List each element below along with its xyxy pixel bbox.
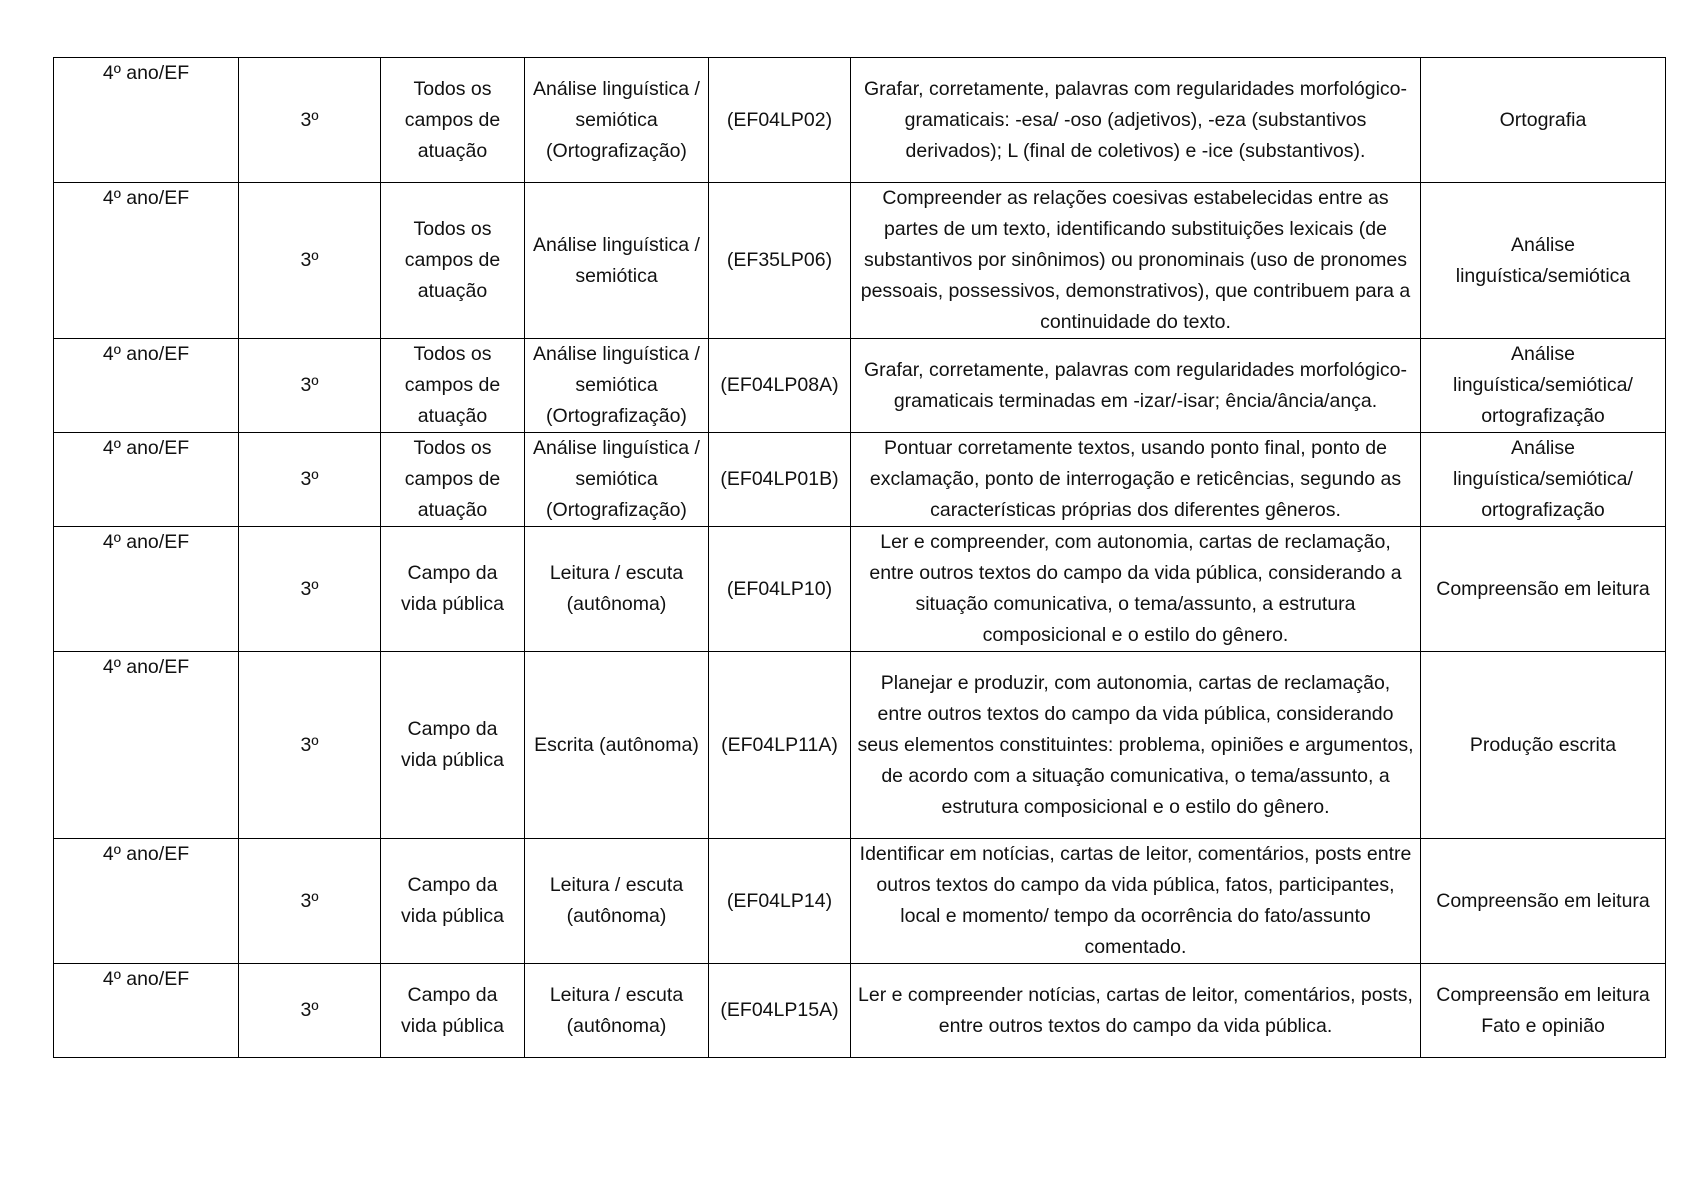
year-cell: 4º ano/EF — [54, 964, 239, 1058]
field-cell: Campo da vida pública — [381, 527, 525, 652]
skill-cell: Grafar, corretamente, palavras com regularidades morfológico-gramaticais terminadas em -izar/-isar; ência/ância/ança. — [851, 339, 1421, 433]
field-cell: Todos os campos de atuação — [381, 433, 525, 527]
skill-cell: Planejar e produzir, com autonomia, cartas de reclamação, entre outros textos do campo da vida pública, considerando seus elementos constituintes: problema, opiniões e argumentos, de acordo com a situação comunicativa, o tema/assunto, a estrutura composicional e o estilo do gênero. — [851, 652, 1421, 839]
code-cell: (EF04LP11A) — [709, 652, 851, 839]
code-cell: (EF04LP02) — [709, 58, 851, 183]
field-cell: Todos os campos de atuação — [381, 58, 525, 183]
practice-cell: Leitura / escuta (autônoma) — [525, 964, 709, 1058]
code-cell: (EF35LP06) — [709, 183, 851, 339]
object-extra-text: Fato e opinião — [1481, 1014, 1605, 1037]
practice-cell: Análise linguística / semiótica (Ortografização) — [525, 433, 709, 527]
skill-cell: Identificar em notícias, cartas de leitor, comentários, posts entre outros textos do campo da vida pública, fatos, participantes, local e momento/ tempo da ocorrência do fato/assunto comentado. — [851, 839, 1421, 964]
term-cell: 3º — [239, 339, 381, 433]
curriculum-table — [53, 57, 1666, 1058]
object-cell: Compreensão em leitura — [1421, 839, 1666, 964]
practice-cell: Análise linguística / semiótica — [525, 183, 709, 339]
practice-cell: Leitura / escuta (autônoma) — [525, 527, 709, 652]
practice-cell: Análise linguística / semiótica (Ortografização) — [525, 58, 709, 183]
object-text: Compreensão em leitura — [1436, 983, 1650, 1006]
term-cell: 3º — [239, 964, 381, 1058]
table-row — [54, 183, 1666, 339]
field-cell: Todos os campos de atuação — [381, 339, 525, 433]
code-cell: (EF04LP15A) — [709, 964, 851, 1058]
field-cell: Todos os campos de atuação — [381, 183, 525, 339]
term-cell: 3º — [239, 183, 381, 339]
practice-cell: Escrita (autônoma) — [525, 652, 709, 839]
skill-cell: Grafar, corretamente, palavras com regularidades morfológico-gramaticais: -esa/ -oso (adjetivos), -eza (substantivos derivados); L (final de coletivos) e -ice (substantivos). — [851, 58, 1421, 183]
code-cell: (EF04LP08A) — [709, 339, 851, 433]
field-cell: Campo da vida pública — [381, 839, 525, 964]
term-cell: 3º — [239, 652, 381, 839]
skill-cell: Pontuar corretamente textos, usando ponto final, ponto de exclamação, ponto de interrogação e reticências, segundo as características próprias dos diferentes gêneros. — [851, 433, 1421, 527]
year-cell: 4º ano/EF — [54, 433, 239, 527]
term-cell: 3º — [239, 839, 381, 964]
term-cell: 3º — [239, 58, 381, 183]
year-cell: 4º ano/EF — [54, 58, 239, 183]
year-cell: 4º ano/EF — [54, 839, 239, 964]
year-cell: 4º ano/EF — [54, 339, 239, 433]
skill-cell: Compreender as relações coesivas estabelecidas entre as partes de um texto, identificando substituições lexicais (de substantivos por sinônimos) ou pronominais (uso de pronomes pessoais, possessivos, demonstrativos), que contribuem para a continuidade do texto. — [851, 183, 1421, 339]
term-cell: 3º — [239, 433, 381, 527]
object-cell: Ortografia — [1421, 58, 1666, 183]
code-cell: (EF04LP14) — [709, 839, 851, 964]
table-row — [54, 339, 1666, 433]
object-cell: Produção escrita — [1421, 652, 1666, 839]
term-cell: 3º — [239, 527, 381, 652]
code-cell: (EF04LP10) — [709, 527, 851, 652]
table-row — [54, 433, 1666, 527]
field-cell: Campo da vida pública — [381, 652, 525, 839]
object-cell: Análise linguística/semiótica — [1421, 183, 1666, 339]
object-cell: Compreensão em leitura — [1421, 527, 1666, 652]
year-cell: 4º ano/EF — [54, 652, 239, 839]
object-cell: Análise linguística/semiótica/ ortografização — [1421, 433, 1666, 527]
object-cell — [1421, 964, 1666, 1058]
practice-cell: Análise linguística / semiótica (Ortografização) — [525, 339, 709, 433]
skill-cell: Ler e compreender notícias, cartas de leitor, comentários, posts, entre outros textos do campo da vida pública. — [851, 964, 1421, 1058]
code-cell: (EF04LP01B) — [709, 433, 851, 527]
practice-cell: Leitura / escuta (autônoma) — [525, 839, 709, 964]
skill-cell: Ler e compreender, com autonomia, cartas de reclamação, entre outros textos do campo da vida pública, considerando a situação comunicativa, o tema/assunto, a estrutura composicional e o estilo do gênero. — [851, 527, 1421, 652]
year-cell: 4º ano/EF — [54, 183, 239, 339]
year-cell: 4º ano/EF — [54, 527, 239, 652]
field-cell: Campo da vida pública — [381, 964, 525, 1058]
table-row — [54, 58, 1666, 183]
table-row — [54, 527, 1666, 652]
table-row — [54, 839, 1666, 964]
table-row — [54, 652, 1666, 839]
object-cell: Análise linguística/semiótica/ ortografização — [1421, 339, 1666, 433]
table-row — [54, 964, 1666, 1058]
